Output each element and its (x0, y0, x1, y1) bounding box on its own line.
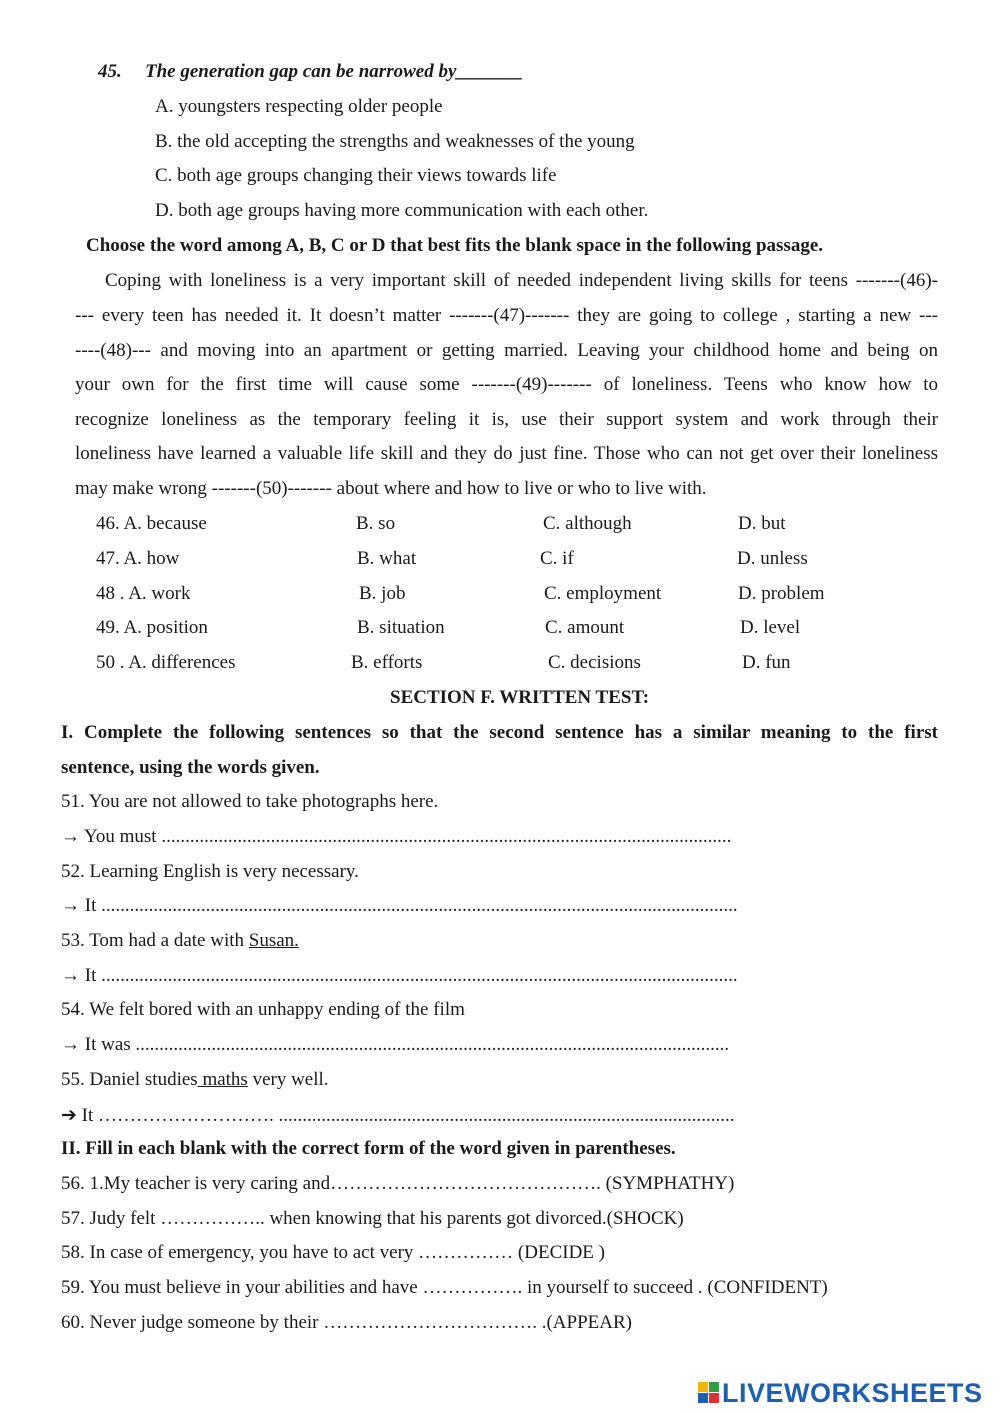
q45-option-a: A. youngsters respecting older people (155, 96, 443, 117)
q53-answer-line[interactable]: → It ...................................................................................................................................... (61, 965, 738, 986)
q45-number: 45. (98, 61, 122, 82)
q57-word-form[interactable]: 57. Judy felt …………….. when knowing that his parents got divorced.(SHOCK) (61, 1208, 684, 1229)
option-d: D. unless (737, 548, 808, 569)
part1-instruction-cont: sentence, using the words given. (61, 757, 320, 778)
q53-underlined-word: Susan. (248, 930, 299, 951)
option-c: C. although (543, 513, 632, 534)
q54-answer-line[interactable]: → It was ............................................................................................................................. (61, 1034, 730, 1055)
logo-text: LIVEWORKSHEETS (722, 1377, 983, 1408)
option-d: D. fun (742, 652, 791, 673)
q51-prompt: 51. You are not allowed to take photographs here. (61, 791, 439, 812)
cloze-line: your own for the first time will cause some -------(49)------- of loneliness. Teens who know how to (75, 374, 938, 395)
q54-prompt: 54. We felt bored with an unhappy ending of the film (61, 999, 465, 1020)
cloze-line: Coping with loneliness is a very important skill of needed independent living skills for teens -------(46)- (105, 270, 938, 291)
cloze-line: ----(48)--- and moving into an apartment or getting married. Leaving your childhood home and being on (75, 340, 938, 361)
part2-instruction: II. Fill in each blank with the correct form of the word given in parentheses. (61, 1138, 676, 1159)
option-d: D. level (740, 617, 801, 638)
q56-word-form[interactable]: 56. 1.My teacher is very caring and……………………………………. (SYMPHATHY) (61, 1173, 735, 1194)
option-c: C. amount (545, 617, 625, 638)
q45-option-d: D. both age groups having more communication with each other. (155, 200, 649, 221)
part1-instruction: I. Complete the following sentences so that the second sentence has a similar meaning to the first (61, 722, 938, 743)
q45-stem: The generation gap can be narrowed by_______ (145, 61, 523, 82)
option-c: C. if (540, 548, 574, 569)
option-a: 49. A. position (96, 617, 208, 638)
option-d: D. problem (738, 583, 825, 604)
q59-word-form[interactable]: 59. You must believe in your abilities and have ……………. in yourself to succeed . (CONFIDENT) (61, 1277, 828, 1298)
q51-answer-line[interactable]: → You must ........................................................................................................................ (61, 826, 732, 847)
q53-prompt (61, 930, 299, 952)
q55-text-end: very well. (247, 1069, 329, 1090)
q53-text: 53. Tom had a date with (61, 930, 249, 951)
q45-option-c: C. both age groups changing their views towards life (155, 165, 557, 186)
option-b: B. job (359, 583, 406, 604)
cloze-line: --- every teen has needed it. It doesn’t matter -------(47)------- they are going to college , starting a new --- (75, 305, 938, 326)
q58-word-form[interactable]: 58. In case of emergency, you have to act very …………… (DECIDE ) (61, 1242, 605, 1263)
q60-word-form[interactable]: 60. Never judge someone by their ……………………………. .(APPEAR) (61, 1312, 632, 1333)
option-b: B. so (356, 513, 396, 534)
option-c: C. decisions (548, 652, 641, 673)
q55-answer-line[interactable]: ➔ It ………………………. ................................................................................................ (61, 1105, 735, 1126)
section-title: SECTION F. WRITTEN TEST: (390, 687, 650, 708)
logo-badge-icon (698, 1382, 720, 1404)
liveworksheets-logo (698, 1377, 983, 1408)
option-c: C. employment (544, 583, 662, 604)
cloze-line: recognize loneliness as the temporary feeling it is, use their support system and work through their (75, 409, 938, 430)
cloze-line: may make wrong -------(50)------- about where and how to live or who to live with. (75, 478, 707, 499)
cloze-instruction: Choose the word among A, B, C or D that best fits the blank space in the following passage. (86, 235, 824, 256)
cloze-line: loneliness have learned a valuable life skill and they do just fine. Those who can not get over their loneliness (75, 443, 938, 464)
option-a: 46. A. because (96, 513, 207, 534)
q55-underlined-word: maths (197, 1069, 248, 1090)
q45-option-b: B. the old accepting the strengths and weaknesses of the young (155, 131, 635, 152)
option-a: 48 . A. work (96, 583, 191, 604)
option-b: B. situation (357, 617, 445, 638)
q52-prompt: 52. Learning English is very necessary. (61, 861, 359, 882)
option-d: D. but (738, 513, 786, 534)
q52-answer-line[interactable]: → It ...................................................................................................................................... (61, 895, 738, 916)
option-a: 47. A. how (96, 548, 180, 569)
option-b: B. efforts (351, 652, 423, 673)
q55-text: 55. Daniel studies (61, 1069, 198, 1090)
option-b: B. what (357, 548, 417, 569)
q55-prompt (61, 1069, 329, 1091)
option-a: 50 . A. differences (96, 652, 236, 673)
